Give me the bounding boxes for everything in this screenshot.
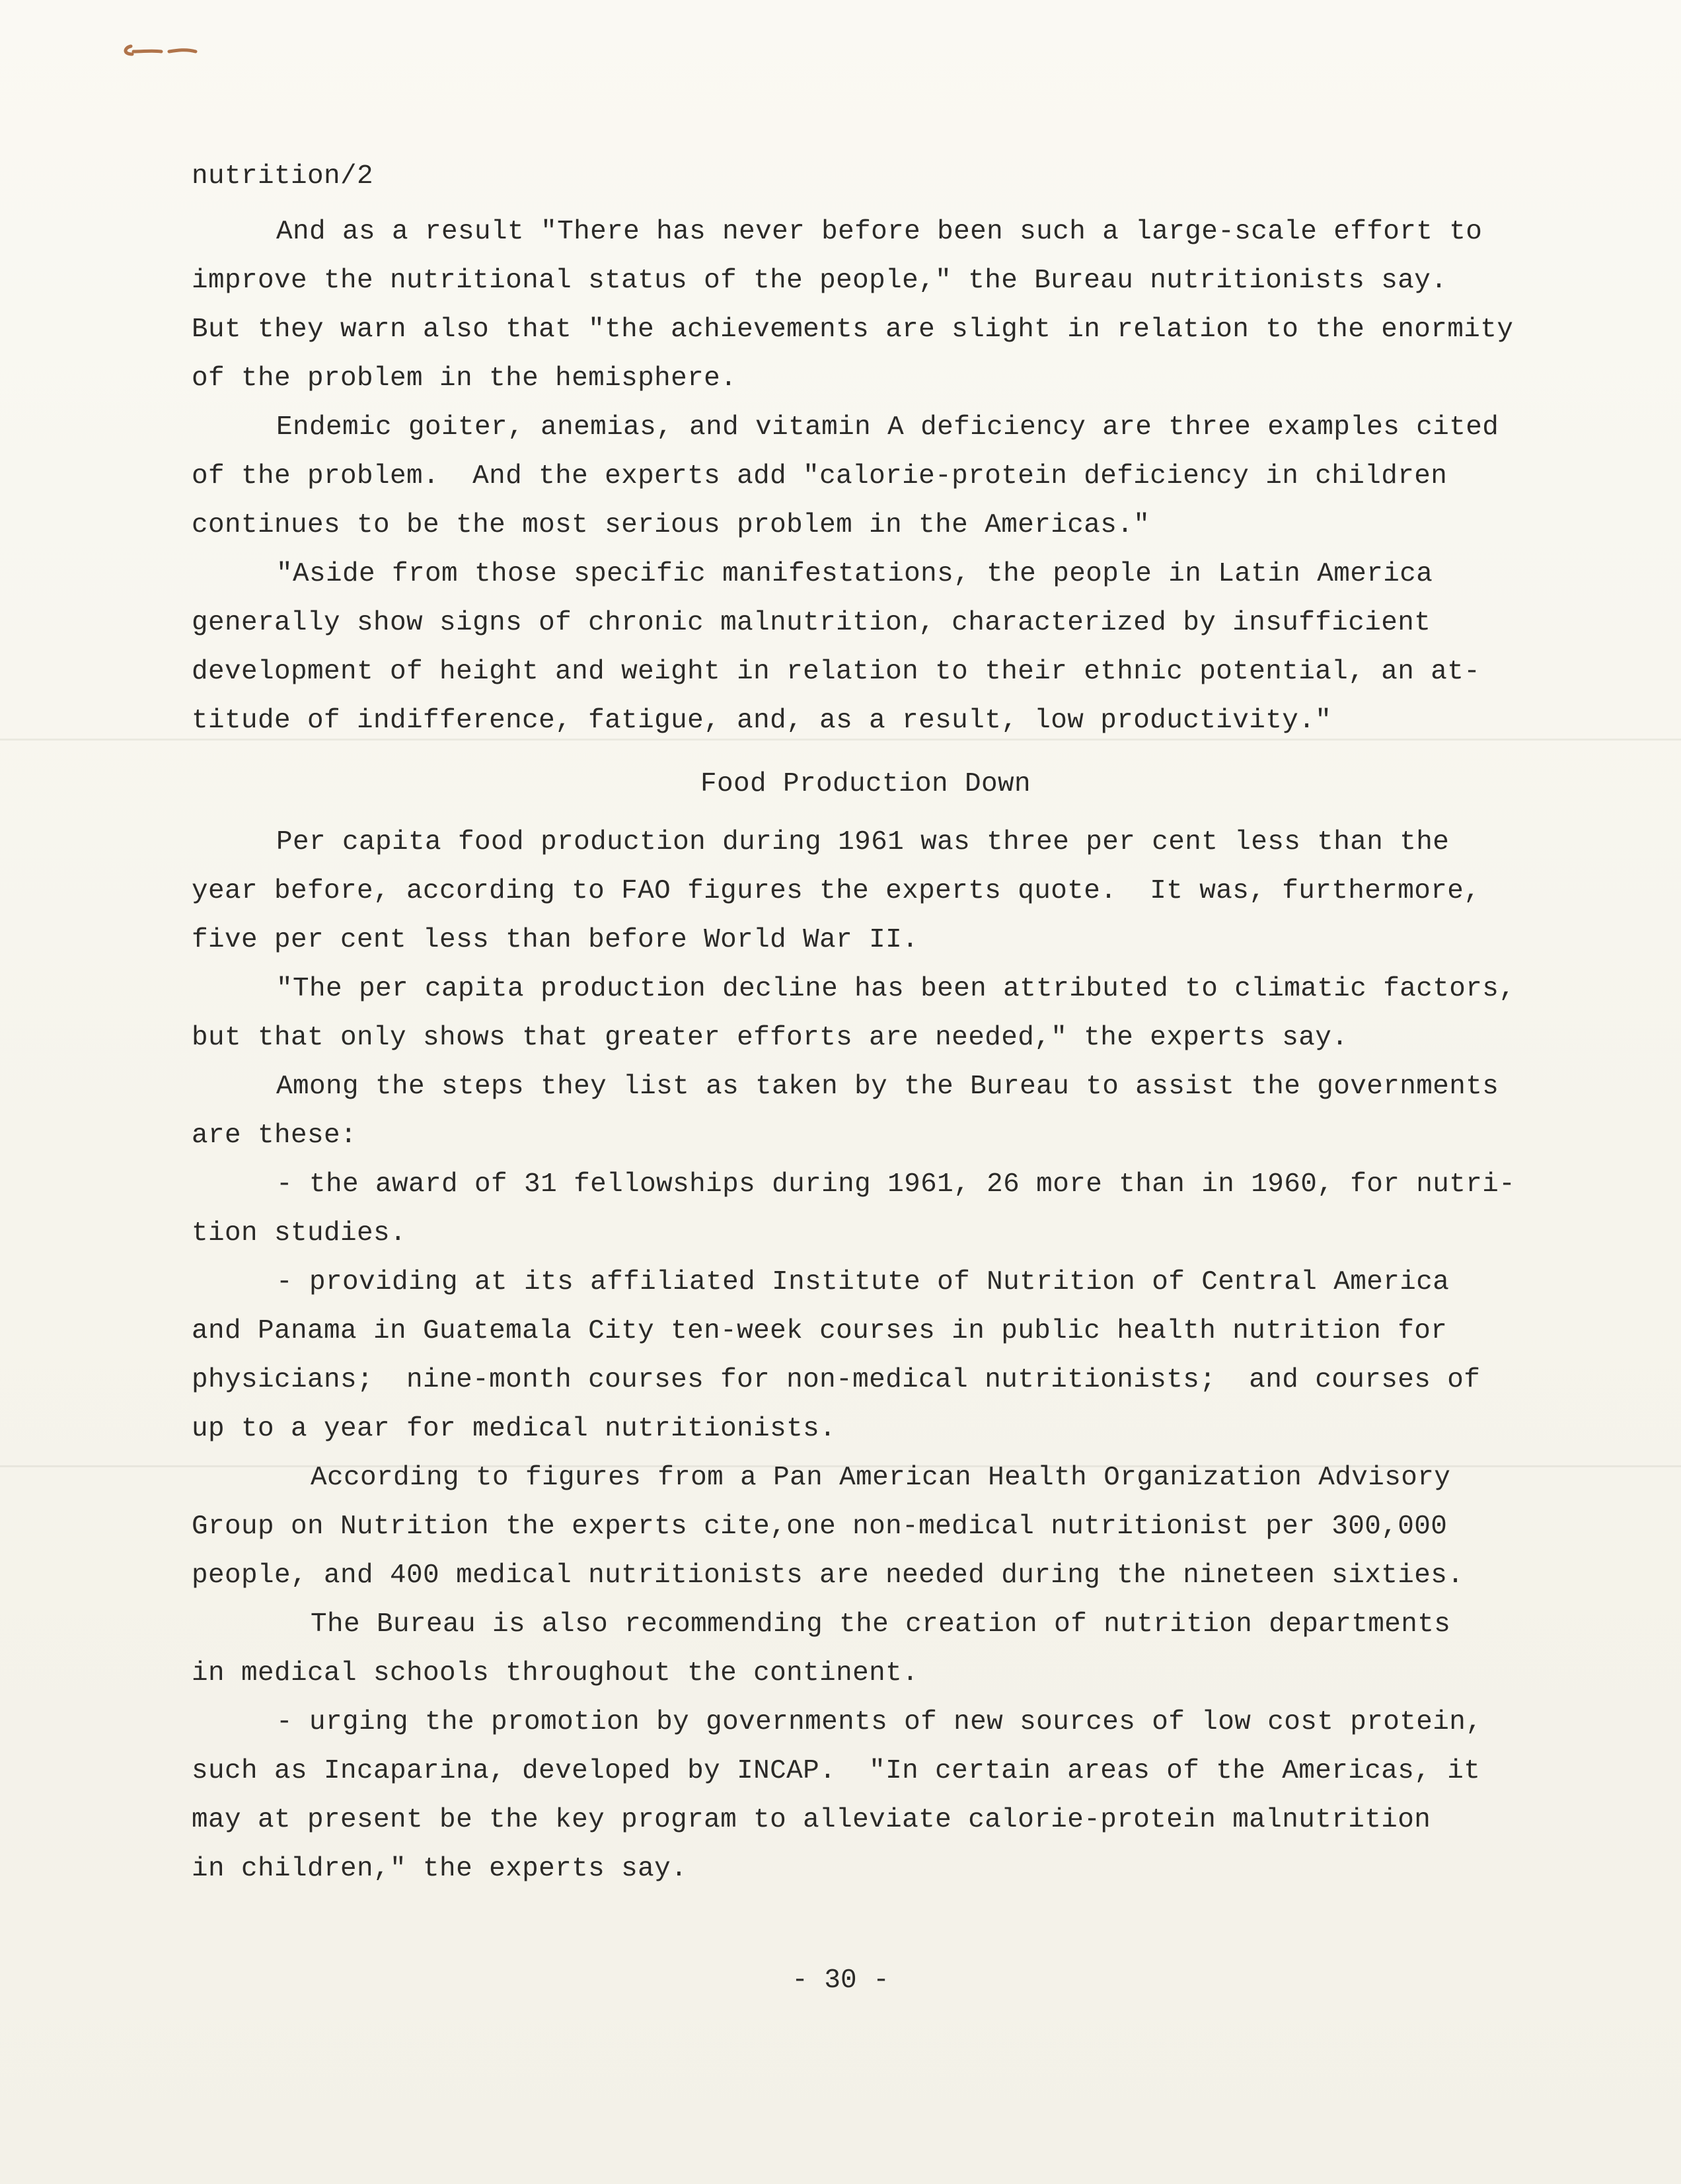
text-line: in medical schools throughout the continent. [192, 1658, 919, 1689]
text-line: Per capita food production during 1961 was three per cent less than the [276, 827, 1450, 857]
pen-mark-icon [118, 37, 223, 63]
text-line: "Aside from those specific manifestations, the people in Latin America [276, 559, 1433, 589]
text-line: such as Incaparina, developed by INCAP. "In certain areas of the Americas, it [192, 1756, 1481, 1786]
text-line: - urging the promotion by governments of new sources of low cost protein, [276, 1707, 1483, 1737]
document-body [192, 152, 1526, 1893]
page-header: nutrition/2 [192, 161, 374, 192]
text-line: may at present be the key program to alleviate calorie-protein malnutrition [192, 1805, 1431, 1835]
text-line: The Bureau is also recommending the creation of nutrition departments [311, 1609, 1451, 1640]
text-line: of the problem. And the experts add "calorie-protein deficiency in children [192, 461, 1448, 491]
text-line: five per cent less than before World War II. [192, 925, 919, 955]
text-line: titude of indifference, fatigue, and, as a result, low productivity." [192, 706, 1332, 736]
text-line: and Panama in Guatemala City ten-week courses in public health nutrition for [192, 1316, 1448, 1346]
text-line: According to figures from a Pan American Health Organization Advisory [311, 1463, 1451, 1493]
text-line: tion studies. [192, 1218, 407, 1249]
text-line: - providing at its affiliated Institute of Nutrition of Central America [276, 1267, 1450, 1297]
text-line: Group on Nutrition the experts cite,one non-medical nutritionist per 300,000 [192, 1511, 1448, 1542]
text-line: people, and 400 medical nutritionists are needed during the nineteen sixties. [192, 1560, 1464, 1591]
text-line: Among the steps they list as taken by the Bureau to assist the governments [276, 1072, 1499, 1102]
text-line: continues to be the most serious problem in the Americas." [192, 510, 1150, 540]
text-line: And as a result "There has never before been such a large-scale effort to [276, 217, 1483, 247]
text-line: development of height and weight in relation to their ethnic potential, an at- [192, 657, 1481, 687]
text-line: of the problem in the hemisphere. [192, 363, 737, 394]
text-line: up to a year for medical nutritionists. [192, 1414, 837, 1444]
text-line: But they warn also that "the achievements are slight in relation to the enormity [192, 314, 1514, 345]
text-line: in children," the experts say. [192, 1854, 688, 1884]
text-line: generally show signs of chronic malnutrition, characterized by insufficient [192, 608, 1431, 638]
text-line: - the award of 31 fellowships during 1961, 26 more than in 1960, for nutri- [276, 1169, 1516, 1200]
text-line: "The per capita production decline has been attributed to climatic factors, [276, 974, 1516, 1004]
page-number: - 30 - [792, 1965, 889, 1996]
text-line: physicians; nine-month courses for non-medical nutritionists; and courses of [192, 1365, 1481, 1395]
text-line: are these: [192, 1120, 357, 1151]
text-line: but that only shows that greater efforts are needed," the experts say. [192, 1023, 1349, 1053]
section-heading: Food Production Down [700, 769, 1031, 799]
text-line: improve the nutritional status of the people," the Bureau nutritionists say. [192, 266, 1448, 296]
text-line: Endemic goiter, anemias, and vitamin A deficiency are three examples cited [276, 412, 1499, 443]
text-line: year before, according to FAO figures the experts quote. It was, furthermore, [192, 876, 1481, 906]
